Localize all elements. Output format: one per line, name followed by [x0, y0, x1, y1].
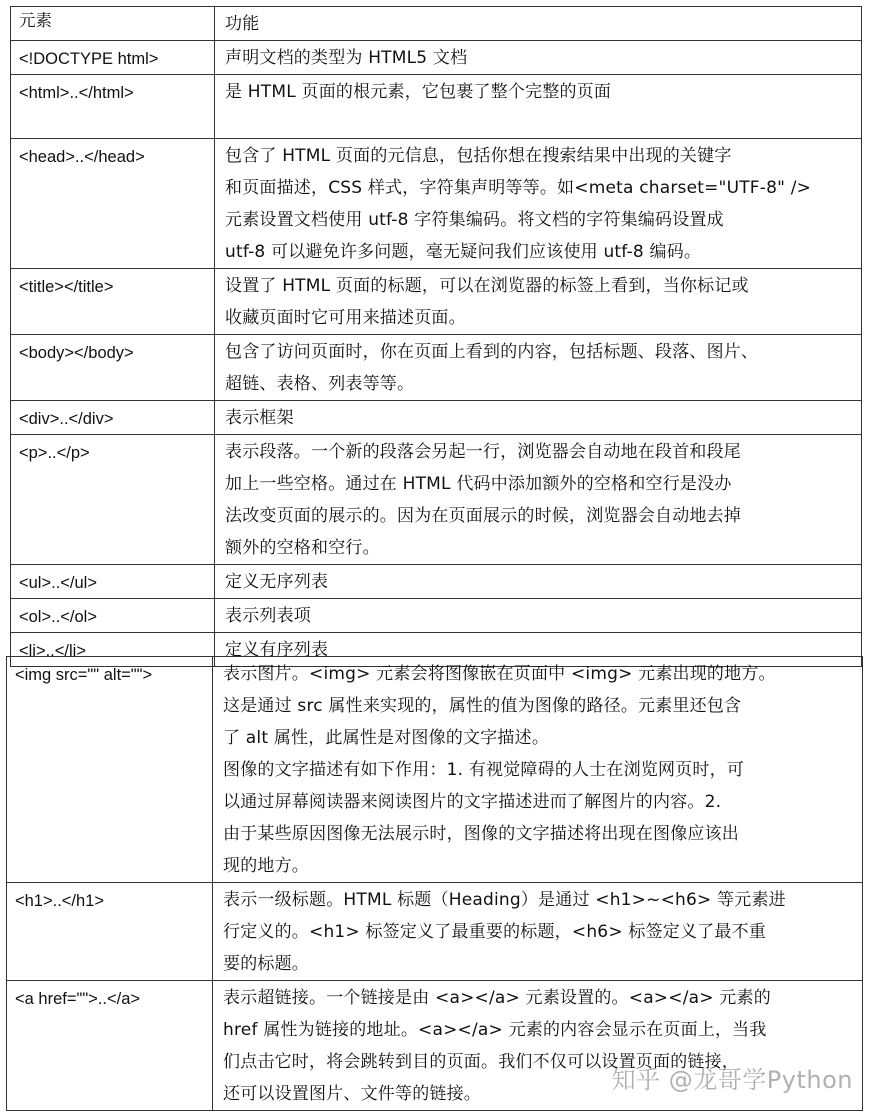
description-line: 额外的空格和空行。	[225, 538, 380, 558]
function-description-cell	[215, 435, 862, 565]
table-row	[11, 401, 862, 435]
description-line: 加上一些空格。通过在 HTML 代码中添加额外的空格和空行是没办	[225, 474, 732, 494]
description-line: 表示列表项	[225, 606, 311, 626]
element-tag-cell: <li>..</li>	[11, 633, 215, 667]
element-tag-cell: <title></title>	[11, 269, 215, 335]
function-description-cell	[215, 139, 862, 269]
function-description-cell	[215, 75, 862, 139]
function-description-cell	[215, 335, 862, 401]
table-row	[11, 599, 862, 633]
function-description-cell	[213, 883, 863, 981]
description-line: 包含了访问页面时，你在页面上看到的内容，包括标题、段落、图片、	[225, 342, 759, 362]
table-row	[11, 75, 862, 139]
function-description-cell	[215, 269, 862, 335]
function-description-cell	[215, 401, 862, 435]
description-line: 现的地方。	[223, 856, 309, 876]
description-line: 声明文档的类型为 HTML5 文档	[225, 48, 468, 68]
description-line: 和页面描述，CSS 样式，字符集声明等等。如<meta charset="UTF-8" />	[225, 178, 812, 198]
description-line: 要的标题。	[223, 954, 309, 974]
element-tag-cell: <img src="" alt="">	[7, 657, 213, 883]
description-line: 定义有序列表	[225, 640, 329, 660]
table-row	[11, 335, 862, 401]
description-line: 设置了 HTML 页面的标题，可以在浏览器的标签上看到，当你标记或	[225, 276, 749, 296]
description-line: href 属性为链接的地址。<a></a> 元素的内容会显示在页面上，当我	[223, 1020, 767, 1040]
header-function: 功能	[215, 7, 862, 41]
function-description-cell	[215, 565, 862, 599]
element-tag-cell: <div>..</div>	[11, 401, 215, 435]
element-tag-cell: <!DOCTYPE html>	[11, 41, 215, 75]
table-row	[7, 657, 863, 883]
table-row	[11, 41, 862, 75]
element-tag-cell: <h1>..</h1>	[7, 883, 213, 981]
description-line: utf-8 可以避免许多问题，毫无疑问我们应该使用 utf-8 编码。	[225, 242, 702, 262]
table-row	[11, 139, 862, 269]
description-line: 表示超链接。一个链接是由 <a></a> 元素设置的。<a></a> 元素的	[223, 988, 771, 1008]
table-row	[11, 435, 862, 565]
description-line: 表示框架	[225, 408, 294, 428]
table-row	[11, 565, 862, 599]
function-description-cell	[215, 41, 862, 75]
description-line: 了 alt 属性，此属性是对图像的文字描述。	[223, 728, 550, 748]
element-tag-cell: <html>..</html>	[11, 75, 215, 139]
element-tag-cell: <ol>..</ol>	[11, 599, 215, 633]
header-element: 元素	[11, 7, 215, 41]
description-line: 行定义的。<h1> 标签定义了最重要的标题，<h6> 标签定义了最不重	[223, 922, 766, 942]
elements-table-part2	[6, 656, 863, 1111]
description-line: 图像的文字描述有如下作用：1. 有视觉障碍的人士在浏览网页时，可	[223, 760, 745, 780]
description-line: 还可以设置图片、文件等的链接。	[223, 1084, 481, 1104]
watermark: 知乎 @龙哥学Python	[611, 1066, 853, 1094]
description-line: 表示一级标题。HTML 标题（Heading）是通过 <h1>~<h6> 等元素进	[223, 890, 786, 910]
element-tag-cell: <body></body>	[11, 335, 215, 401]
element-tag-cell: <a href="">..</a>	[7, 981, 213, 1111]
table-row	[7, 883, 863, 981]
description-line: 这是通过 src 属性来实现的，属性的值为图像的路径。元素里还包含	[223, 696, 742, 716]
function-description-cell	[213, 657, 863, 883]
description-line: 表示图片。<img> 元素会将图像嵌在页面中 <img> 元素出现的地方。	[223, 664, 776, 684]
description-line: 定义无序列表	[225, 572, 329, 592]
table-row	[11, 269, 862, 335]
elements-table-part1	[10, 6, 862, 667]
description-line: 是 HTML 页面的根元素，它包裹了整个完整的页面	[225, 82, 612, 102]
function-description-cell	[215, 599, 862, 633]
description-line: 收藏页面时它可用来描述页面。	[225, 308, 466, 328]
description-line: 元素设置文档使用 utf-8 字符集编码。将文档的字符集编码设置成	[225, 210, 724, 230]
description-line: 超链、表格、列表等等。	[225, 374, 415, 394]
element-tag-cell: <ul>..</ul>	[11, 565, 215, 599]
element-tag-cell: <head>..</head>	[11, 139, 215, 269]
description-line: 由于某些原因图像无法展示时，图像的文字描述将出现在图像应该出	[223, 824, 739, 844]
description-line: 们点击它时，将会跳转到目的页面。我们不仅可以设置页面的链接，	[223, 1052, 739, 1072]
table-header-row	[11, 7, 862, 41]
description-line: 包含了 HTML 页面的元信息，包括你想在搜索结果中出现的关键字	[225, 146, 732, 166]
element-tag-cell: <p>..</p>	[11, 435, 215, 565]
description-line: 以通过屏幕阅读器来阅读图片的文字描述进而了解图片的内容。2.	[223, 792, 722, 812]
description-line: 法改变页面的展示的。因为在页面展示的时候，浏览器会自动地去掉	[225, 506, 741, 526]
description-line: 表示段落。一个新的段落会另起一行，浏览器会自动地在段首和段尾	[225, 442, 741, 462]
